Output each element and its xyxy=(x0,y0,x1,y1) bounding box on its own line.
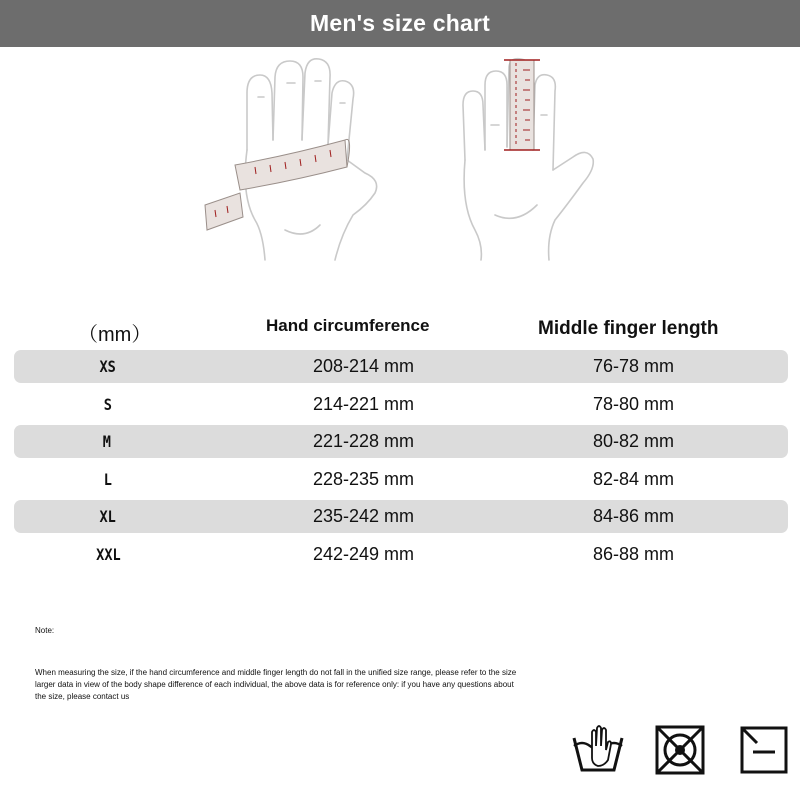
circumference-value: 228-235 mm xyxy=(313,469,415,489)
dry-flat-icon xyxy=(739,725,789,775)
circumference-value: 235-242 mm xyxy=(313,506,415,526)
circumference-header: Hand circumference xyxy=(266,316,430,335)
circumference-value: 208-214 mm xyxy=(313,356,415,376)
table-row xyxy=(14,350,788,383)
finger-length-value: 76-78 mm xyxy=(593,356,675,376)
size-label: XL xyxy=(99,507,116,526)
circumference-value: 214-221 mm xyxy=(313,394,415,414)
finger-length-value: 78-80 mm xyxy=(593,394,675,414)
size-label: M xyxy=(102,432,111,451)
page-title: Men's size chart xyxy=(310,10,490,36)
size-label: XXL xyxy=(96,545,121,564)
note-title: Note: xyxy=(35,626,55,635)
finger-length-value: 84-86 mm xyxy=(593,506,675,526)
finger-length-header: Middle finger length xyxy=(538,318,719,339)
hand-circumference-illustration xyxy=(195,55,385,270)
size-label: XS xyxy=(99,357,116,376)
unit-header: （mm） xyxy=(78,324,152,346)
circumference-value: 221-228 mm xyxy=(313,431,415,451)
finger-length-illustration xyxy=(455,55,605,270)
hand-wash-icon xyxy=(570,724,626,776)
table-row xyxy=(14,538,788,571)
finger-length-value: 82-84 mm xyxy=(593,469,675,489)
size-label: S xyxy=(103,395,112,414)
table-row xyxy=(14,463,788,496)
note-body: When measuring the size, if the hand circumference and middle finger length do not fall in the unified size range, please refer to the size larger data in view of the body shape difference of each individual, the above data is for reference only: if you have any questions about the size, please contact us xyxy=(35,668,517,701)
finger-length-value: 80-82 mm xyxy=(593,431,675,451)
page-header xyxy=(0,0,800,47)
table-row xyxy=(14,388,788,421)
measuring-tape xyxy=(205,139,350,230)
size-label: L xyxy=(103,470,112,489)
table-row xyxy=(14,500,788,533)
circumference-value: 242-249 mm xyxy=(313,544,415,564)
table-row xyxy=(14,425,788,458)
finger-length-value: 86-88 mm xyxy=(593,544,675,564)
do-not-tumble-dry-icon xyxy=(654,724,706,776)
